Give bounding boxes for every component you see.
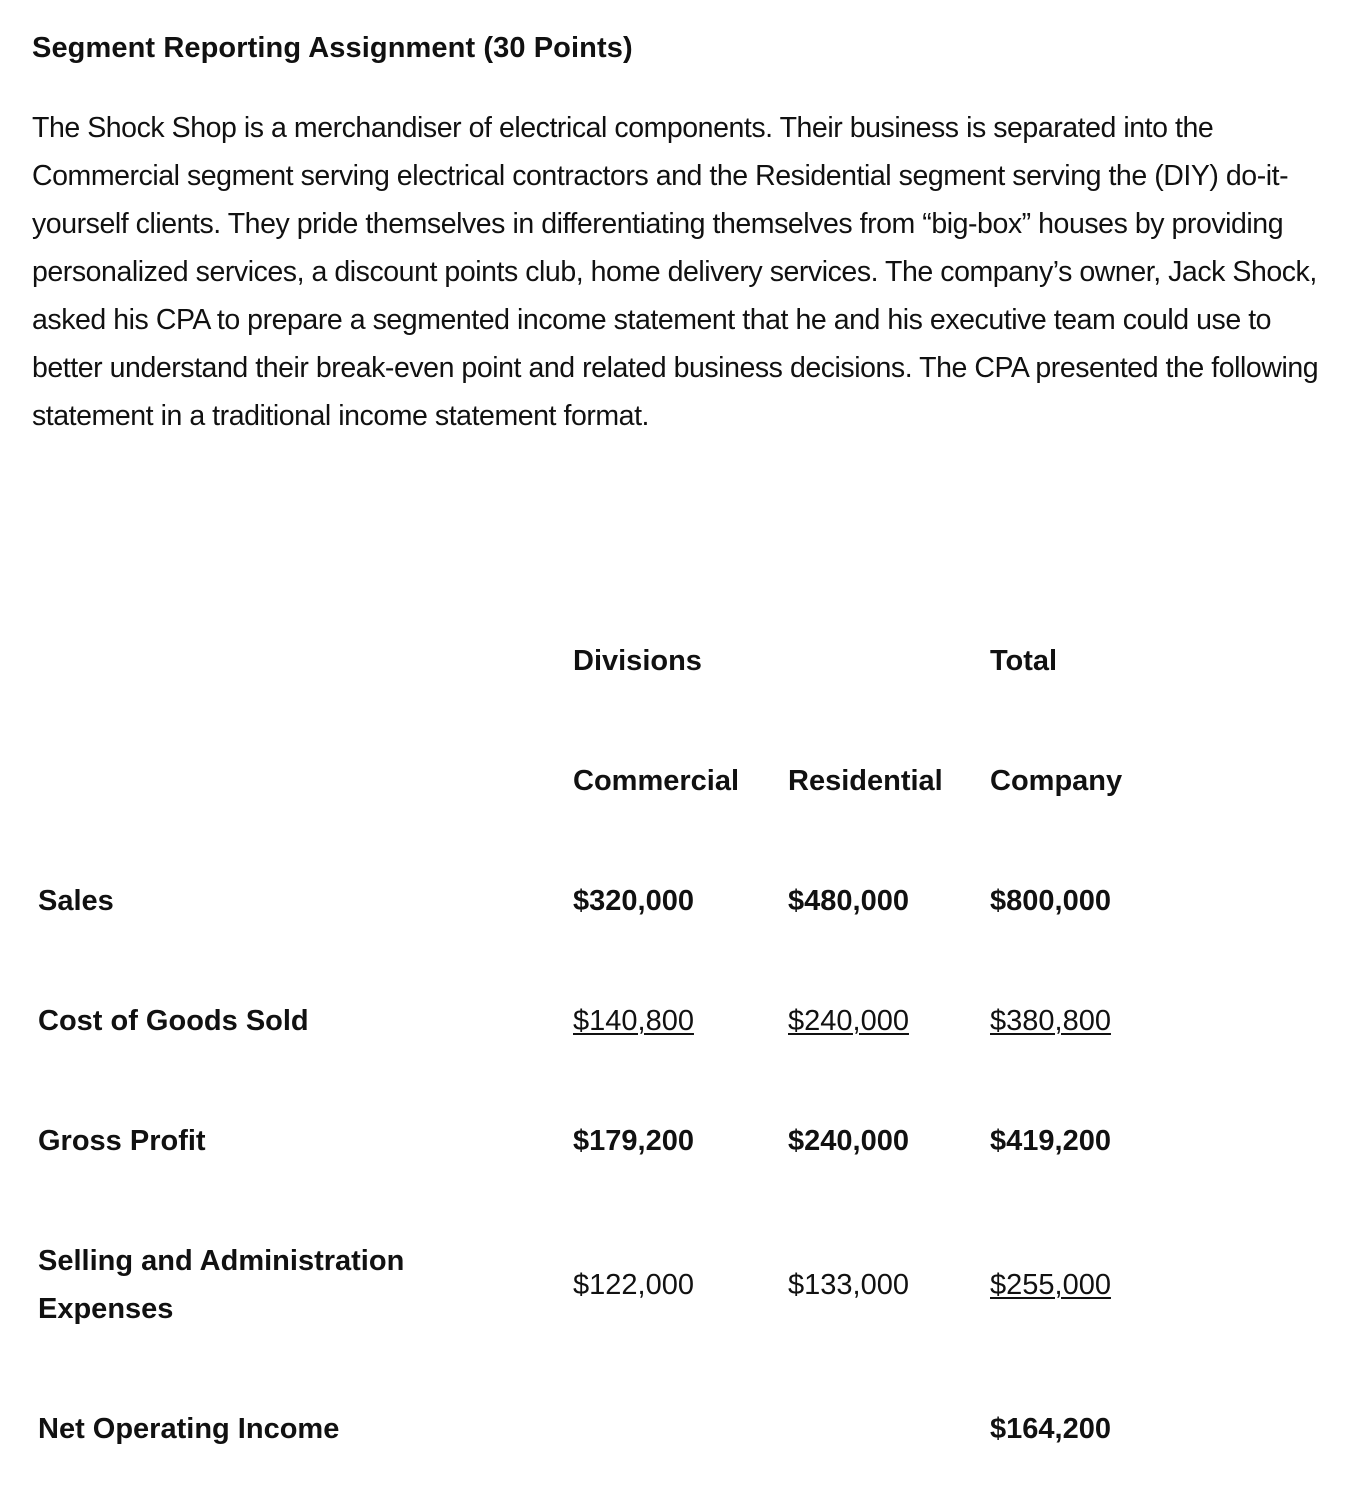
intro-paragraph: The Shock Shop is a merchandiser of electrical components. Their business is separated into the Commercial segment serving electrical contractors and the Residential segment serving the (DIY) do-it-yourself clients. They pride themselves in differentiating themselves from “big-box” houses by providing personalized services, a discount points club, home delivery services. The company’s owner, Jack Shock, asked his CPA to prepare a segmented income statement that he and his executive team could use to better understand their break-even point and related business decisions. The CPA presented the following statement in a traditional income statement format. bbox=[32, 112, 1319, 432]
header-total: Total bbox=[990, 645, 1058, 677]
gross-profit-commercial: $179,200 bbox=[573, 1125, 694, 1157]
header-commercial: Commercial bbox=[573, 765, 740, 797]
document-title: Segment Reporting Assignment (30 Points) bbox=[32, 32, 633, 64]
sales-company: $800,000 bbox=[990, 885, 1111, 917]
net-operating-income-company: $164,200 bbox=[990, 1413, 1111, 1445]
cogs-commercial: $140,800 bbox=[573, 1005, 694, 1037]
sales-commercial: $320,000 bbox=[573, 885, 694, 917]
row-label-cogs: Cost of Goods Sold bbox=[38, 1005, 309, 1037]
row-label-sales: Sales bbox=[38, 885, 114, 917]
header-residential: Residential bbox=[788, 765, 943, 797]
sga-company: $255,000 bbox=[990, 1269, 1111, 1301]
row-label-sga: Selling and Administration Expenses bbox=[38, 1245, 405, 1325]
gross-profit-residential: $240,000 bbox=[788, 1125, 909, 1157]
sga-residential: $133,000 bbox=[788, 1269, 909, 1301]
gross-profit-company: $419,200 bbox=[990, 1125, 1111, 1157]
header-company: Company bbox=[990, 765, 1123, 797]
sga-commercial: $122,000 bbox=[573, 1269, 694, 1301]
row-label-net-operating-income: Net Operating Income bbox=[38, 1413, 340, 1445]
cogs-company: $380,800 bbox=[990, 1005, 1111, 1037]
header-divisions: Divisions bbox=[573, 645, 702, 677]
sales-residential: $480,000 bbox=[788, 885, 909, 917]
row-label-gross-profit: Gross Profit bbox=[38, 1125, 206, 1157]
cogs-residential: $240,000 bbox=[788, 1005, 909, 1037]
